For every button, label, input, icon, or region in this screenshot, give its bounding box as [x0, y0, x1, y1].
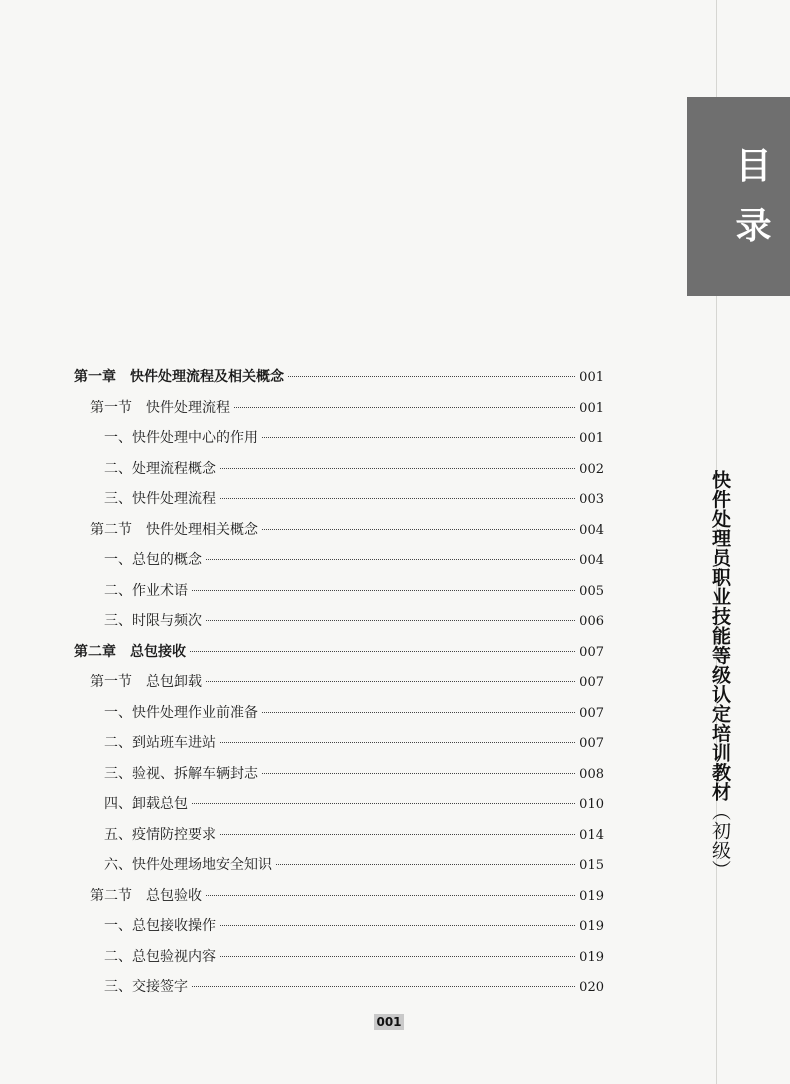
toc-entry-section[interactable] — [74, 881, 604, 912]
toc-entry-chapter[interactable] — [74, 637, 604, 668]
toc-entry-page: 005 — [579, 583, 604, 599]
toc-leader-dots — [192, 986, 575, 987]
toc-entry-page: 015 — [579, 858, 604, 873]
toc-entry-title: 第一章 快件处理流程及相关概念 — [74, 369, 284, 385]
toc-entry-page: 001 — [579, 400, 604, 416]
toc-leader-dots — [206, 895, 575, 896]
toc-leader-dots — [234, 407, 575, 408]
toc-leader-dots — [262, 437, 575, 438]
contents-char-1: 目 — [735, 145, 772, 187]
toc-entry-title: 四、卸载总包 — [104, 796, 188, 812]
toc-entry-item[interactable] — [74, 454, 604, 485]
toc-entry-title: 第一节 总包卸载 — [90, 674, 202, 690]
toc-entry-section[interactable] — [74, 393, 604, 424]
toc-entry-page: 001 — [579, 370, 604, 385]
toc-entry-item[interactable] — [74, 972, 604, 1003]
toc-entry-page: 008 — [579, 766, 604, 782]
toc-entry-title: 一、总包接收操作 — [104, 918, 216, 934]
toc-entry-title: 五、疫情防控要求 — [104, 826, 216, 843]
toc-entry-title: 三、快件处理流程 — [104, 491, 216, 507]
toc-leader-dots — [262, 529, 575, 530]
toc-leader-dots — [220, 956, 575, 957]
toc-entry-title: 第二节 总包验收 — [90, 887, 202, 904]
toc-entry-page: 003 — [579, 492, 604, 507]
toc-entry-section[interactable] — [74, 667, 604, 698]
toc-entry-page: 006 — [579, 614, 604, 629]
toc-entry-page: 007 — [579, 675, 604, 690]
toc-leader-dots — [206, 620, 575, 621]
toc-entry-item[interactable] — [74, 789, 604, 820]
toc-leader-dots — [276, 864, 575, 865]
toc-entry-title: 三、验视、拆解车辆封志 — [104, 765, 258, 782]
toc-entry-page: 007 — [579, 736, 604, 751]
toc-leader-dots — [220, 498, 575, 499]
toc-entry-page: 001 — [579, 431, 604, 446]
toc-entry-item[interactable] — [74, 820, 604, 851]
toc-leader-dots — [220, 742, 575, 743]
toc-entry-title: 一、总包的概念 — [104, 552, 202, 568]
toc-entry-page: 014 — [579, 827, 604, 843]
toc-leader-dots — [220, 834, 575, 835]
toc-entry-page: 010 — [579, 797, 604, 812]
toc-entry-title: 六、快件处理场地安全知识 — [104, 857, 272, 873]
toc-entry-page: 019 — [579, 949, 604, 965]
toc-entry-page: 002 — [579, 461, 604, 477]
toc-entry-item[interactable] — [74, 423, 604, 454]
toc-entry-page: 019 — [579, 888, 604, 904]
toc-entry-section[interactable] — [74, 515, 604, 546]
toc-leader-dots — [192, 590, 575, 591]
toc-entry-item[interactable] — [74, 911, 604, 942]
page-number: 001 — [374, 1014, 404, 1030]
toc-leader-dots — [206, 559, 575, 560]
toc-entry-title: 三、时限与频次 — [104, 613, 202, 629]
toc-entry-page: 020 — [579, 980, 604, 995]
toc-entry-page: 007 — [579, 644, 604, 660]
toc-entry-item[interactable] — [74, 942, 604, 973]
toc-entry-title: 一、快件处理中心的作用 — [104, 430, 258, 446]
toc-leader-dots — [220, 925, 575, 926]
toc-entry-page: 007 — [579, 705, 604, 721]
toc-leader-dots — [206, 681, 575, 682]
toc-entry-title: 二、到站班车进站 — [104, 735, 216, 751]
toc-entry-page: 004 — [579, 522, 604, 538]
toc-leader-dots — [192, 803, 575, 804]
toc-leader-dots — [262, 773, 575, 774]
toc-entry-item[interactable] — [74, 698, 604, 729]
contents-char-2: 录 — [735, 205, 772, 247]
table-of-contents — [74, 362, 604, 1003]
toc-entry-item[interactable] — [74, 759, 604, 790]
book-title-level: （初级） — [709, 801, 731, 880]
toc-entry-item[interactable] — [74, 850, 604, 881]
toc-entry-page: 019 — [579, 919, 604, 934]
toc-leader-dots — [288, 376, 575, 377]
toc-entry-title: 二、作业术语 — [104, 582, 188, 599]
toc-entry-title: 二、处理流程概念 — [104, 460, 216, 477]
toc-entry-title: 第二章 总包接收 — [74, 643, 186, 660]
toc-entry-item[interactable] — [74, 484, 604, 515]
contents-header-tab — [687, 97, 790, 296]
toc-leader-dots — [190, 651, 575, 652]
toc-entry-title: 三、交接签字 — [104, 979, 188, 995]
toc-entry-title: 一、快件处理作业前准备 — [104, 704, 258, 721]
book-title-main: 快件处理员职业技能等级认定培训教材 — [709, 470, 731, 802]
toc-entry-title: 第二节 快件处理相关概念 — [90, 521, 258, 538]
toc-entry-title: 第一节 快件处理流程 — [90, 399, 230, 416]
toc-entry-item[interactable] — [74, 576, 604, 607]
book-side-title — [704, 470, 734, 880]
toc-entry-item[interactable] — [74, 545, 604, 576]
toc-entry-item[interactable] — [74, 606, 604, 637]
toc-entry-page: 004 — [579, 553, 604, 568]
toc-entry-item[interactable] — [74, 728, 604, 759]
toc-entry-title: 二、总包验视内容 — [104, 948, 216, 965]
toc-leader-dots — [220, 468, 575, 469]
toc-leader-dots — [262, 712, 575, 713]
toc-entry-chapter[interactable] — [74, 362, 604, 393]
